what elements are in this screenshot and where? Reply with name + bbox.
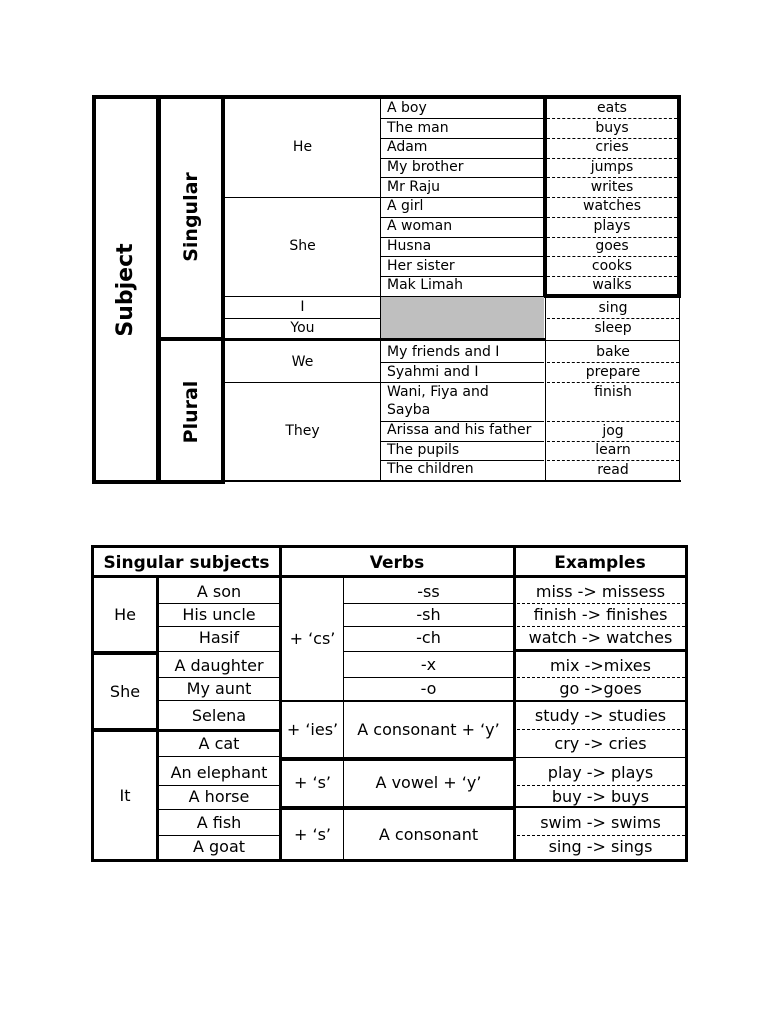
pronoun-you: You xyxy=(290,320,315,336)
noun-cell: Selena xyxy=(191,706,247,725)
verb-cell: watches xyxy=(583,198,641,214)
singular-label: Singular xyxy=(180,172,202,262)
example-cell: study -> studies xyxy=(534,706,667,725)
example-cell: play -> plays xyxy=(547,763,654,782)
rule-add-s: + ‘s’ xyxy=(294,825,331,844)
condition-cell: A consonant xyxy=(378,825,479,844)
verb-cell: bake xyxy=(596,344,630,360)
verb-cell: learn xyxy=(595,442,631,458)
condition-cell: A vowel + ‘y’ xyxy=(375,773,482,792)
ending-cell: -sh xyxy=(416,605,441,624)
example-cell: swim -> swims xyxy=(540,813,661,832)
pronoun-she: She xyxy=(109,682,141,701)
noun-cell: A goat xyxy=(192,837,246,856)
noun-cell: My friends and I xyxy=(387,344,500,360)
noun-cell: My brother xyxy=(387,159,464,175)
noun-cell: A cat xyxy=(198,734,240,753)
ending-cell: -ch xyxy=(416,628,441,647)
noun-cell: Husna xyxy=(387,238,432,254)
header-singular-subjects: Singular subjects xyxy=(103,553,270,573)
verb-cell: jumps xyxy=(590,159,634,175)
pronoun-she: She xyxy=(289,238,316,254)
verb-cell: writes xyxy=(590,179,634,195)
verb-cell: prepare xyxy=(585,364,641,380)
verb-cell: sleep xyxy=(594,320,632,336)
pronoun-i: I xyxy=(300,299,305,315)
verb-cell: eats xyxy=(597,100,627,116)
noun-cell: Mr Raju xyxy=(387,179,441,195)
example-cell: miss -> missess xyxy=(535,582,666,601)
noun-cell: A woman xyxy=(387,218,453,234)
example-cell: finish -> finishes xyxy=(533,605,668,624)
example-cell: cry -> cries xyxy=(554,734,647,753)
noun-cell: The man xyxy=(387,120,449,136)
example-cell: mix ->mixes xyxy=(550,656,651,675)
noun-cell: An elephant xyxy=(170,763,268,782)
verb-cell: cooks xyxy=(591,258,633,274)
table1-bottom-border xyxy=(222,480,681,482)
noun-cell: The pupils xyxy=(387,442,460,458)
subject-label: Subject xyxy=(113,243,138,337)
ending-cell: -x xyxy=(420,655,437,674)
verb-cell: buys xyxy=(595,120,629,136)
header-verbs: Verbs xyxy=(369,553,425,573)
example-cell: sing -> sings xyxy=(548,837,653,856)
noun-cell: Sayba xyxy=(387,402,431,418)
noun-cell: Hasif xyxy=(198,628,240,647)
noun-cell: A girl xyxy=(387,198,424,214)
noun-cell: A fish xyxy=(196,813,242,832)
verb-cell: read xyxy=(597,462,629,478)
ending-cell: -o xyxy=(420,679,437,698)
pronoun-it: It xyxy=(119,786,131,805)
noun-cell: A horse xyxy=(188,787,250,806)
example-cell: buy -> buys xyxy=(551,787,650,806)
pronoun-we: We xyxy=(291,354,314,370)
noun-cell: The children xyxy=(387,461,474,477)
noun-cell: Mak Limah xyxy=(387,277,463,293)
condition-cell: A consonant + ‘y’ xyxy=(357,720,500,739)
verb-cell: finish xyxy=(594,384,632,400)
shaded-cell xyxy=(381,296,544,338)
verb-cell: sing xyxy=(598,300,628,316)
ending-cell: -ss xyxy=(417,582,440,601)
pronoun-he: He xyxy=(292,139,313,155)
verb-cell: goes xyxy=(595,238,629,254)
noun-cell: His uncle xyxy=(182,605,256,624)
verb-cell: cries xyxy=(595,139,629,155)
header-examples: Examples xyxy=(554,553,646,573)
rule-add-ies: + ‘ies’ xyxy=(286,720,339,739)
noun-cell: My aunt xyxy=(186,679,252,698)
noun-cell: Syahmi and I xyxy=(387,364,479,380)
noun-cell: A boy xyxy=(387,100,427,116)
table1-mid-border xyxy=(222,338,546,341)
noun-cell: A daughter xyxy=(174,656,264,675)
example-cell: go ->goes xyxy=(559,679,642,698)
example-cell: watch -> watches xyxy=(528,628,673,647)
plural-label: Plural xyxy=(180,380,202,444)
noun-cell: Wani, Fiya and xyxy=(387,384,489,400)
rule-add-s: + ‘s’ xyxy=(294,773,331,792)
verb-cell: walks xyxy=(592,277,632,293)
pronoun-he: He xyxy=(114,605,136,624)
noun-cell: Adam xyxy=(387,139,428,155)
rule-add-es: + ‘cs’ xyxy=(289,629,336,648)
noun-cell: Arissa and his father xyxy=(387,422,532,438)
noun-cell: Her sister xyxy=(387,258,455,274)
noun-cell: A son xyxy=(196,582,242,601)
verb-cell: plays xyxy=(593,218,631,234)
verb-cell: jog xyxy=(602,423,624,439)
pronoun-they: They xyxy=(285,423,320,439)
